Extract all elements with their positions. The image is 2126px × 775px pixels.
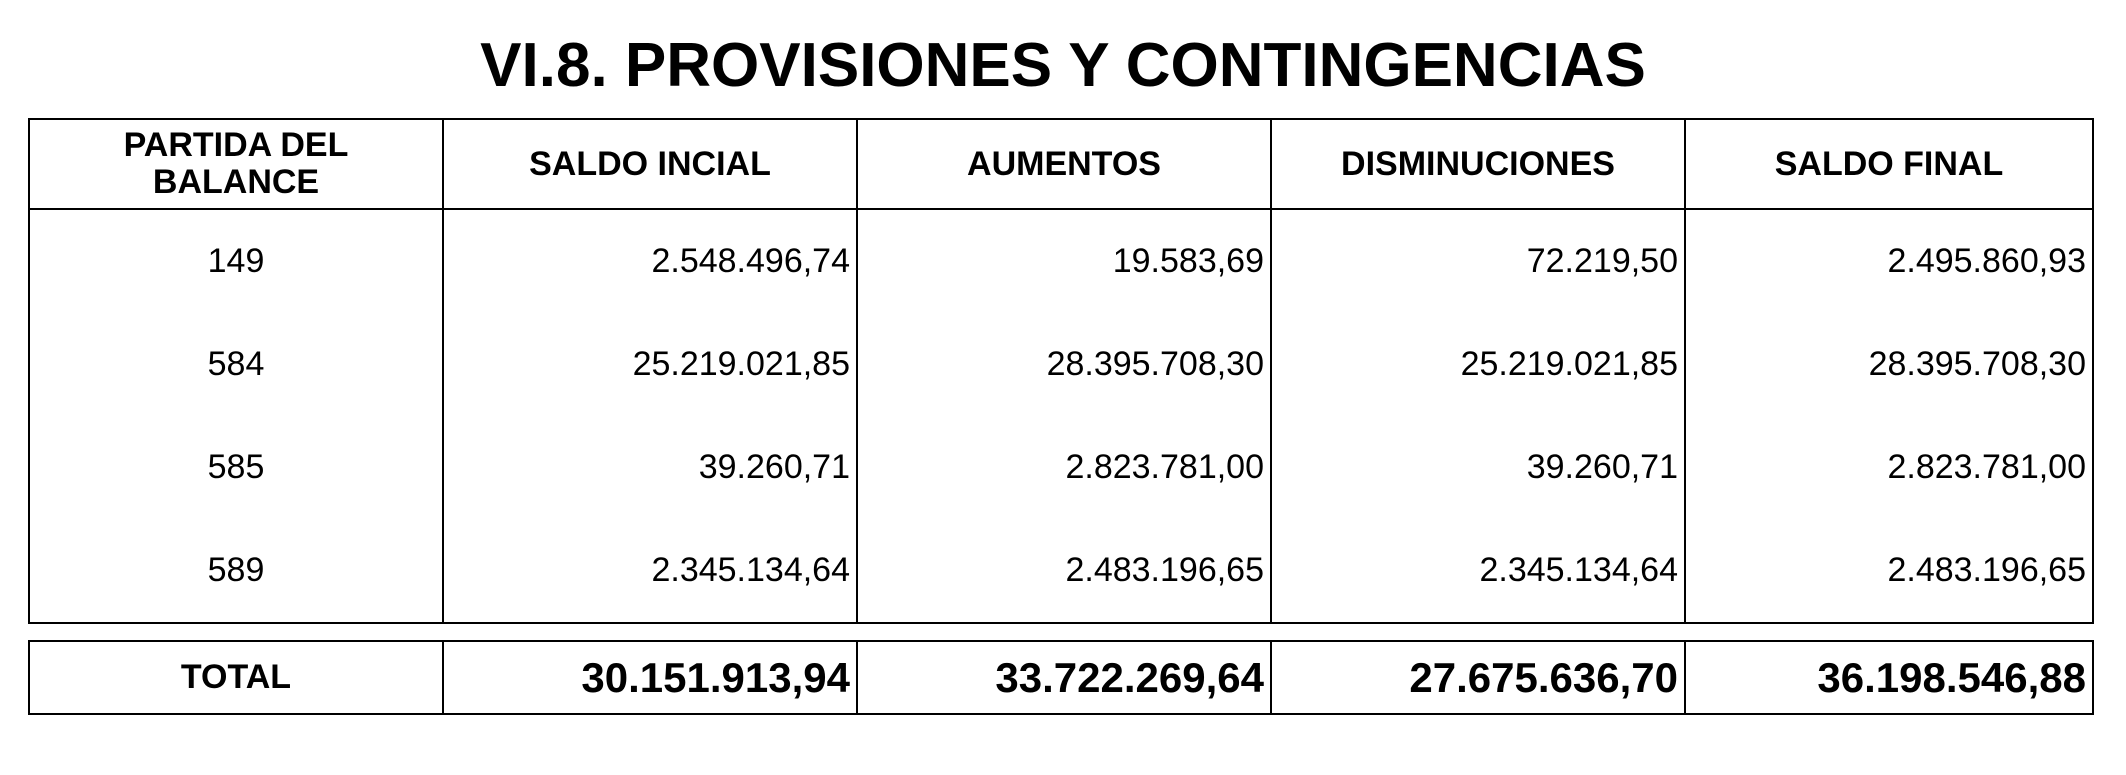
table-row: [29, 313, 2093, 416]
total-table: [28, 640, 2094, 715]
cell-aumentos: 2.823.781,00: [857, 416, 1271, 519]
cell-disminuciones: 2.345.134,64: [1271, 519, 1685, 623]
total-disminuciones: 27.675.636,70: [1271, 641, 1685, 714]
cell-saldo-final: 2.495.860,93: [1685, 209, 2093, 313]
header-partida: PARTIDA DEL BALANCE: [29, 119, 443, 209]
cell-partida: 589: [29, 519, 443, 623]
cell-aumentos: 28.395.708,30: [857, 313, 1271, 416]
table-row: [29, 519, 2093, 623]
cell-saldo-final: 28.395.708,30: [1685, 313, 2093, 416]
header-aumentos: AUMENTOS: [857, 119, 1271, 209]
total-label: TOTAL: [29, 641, 443, 714]
table-header-row: [29, 119, 2093, 209]
cell-saldo-inicial: 39.260,71: [443, 416, 857, 519]
cell-aumentos: 2.483.196,65: [857, 519, 1271, 623]
cell-aumentos: 19.583,69: [857, 209, 1271, 313]
total-aumentos: 33.722.269,64: [857, 641, 1271, 714]
page-title: VI.8. PROVISIONES Y CONTINGENCIAS: [480, 31, 1646, 100]
total-saldo-final: 36.198.546,88: [1685, 641, 2093, 714]
cell-disminuciones: 39.260,71: [1271, 416, 1685, 519]
total-row: [29, 641, 2093, 714]
cell-saldo-inicial: 2.548.496,74: [443, 209, 857, 313]
cell-disminuciones: 25.219.021,85: [1271, 313, 1685, 416]
cell-saldo-final: 2.823.781,00: [1685, 416, 2093, 519]
header-disminuciones: DISMINUCIONES: [1271, 119, 1685, 209]
cell-disminuciones: 72.219,50: [1271, 209, 1685, 313]
cell-saldo-final: 2.483.196,65: [1685, 519, 2093, 623]
cell-partida: 585: [29, 416, 443, 519]
provisions-table: [28, 118, 2094, 624]
cell-saldo-inicial: 25.219.021,85: [443, 313, 857, 416]
header-saldo-final: SALDO FINAL: [1685, 119, 2093, 209]
cell-saldo-inicial: 2.345.134,64: [443, 519, 857, 623]
cell-partida: 149: [29, 209, 443, 313]
header-saldo-inicial: SALDO INCIAL: [443, 119, 857, 209]
table-row: [29, 416, 2093, 519]
cell-partida: 584: [29, 313, 443, 416]
table-row: [29, 209, 2093, 313]
total-saldo-inicial: 30.151.913,94: [443, 641, 857, 714]
